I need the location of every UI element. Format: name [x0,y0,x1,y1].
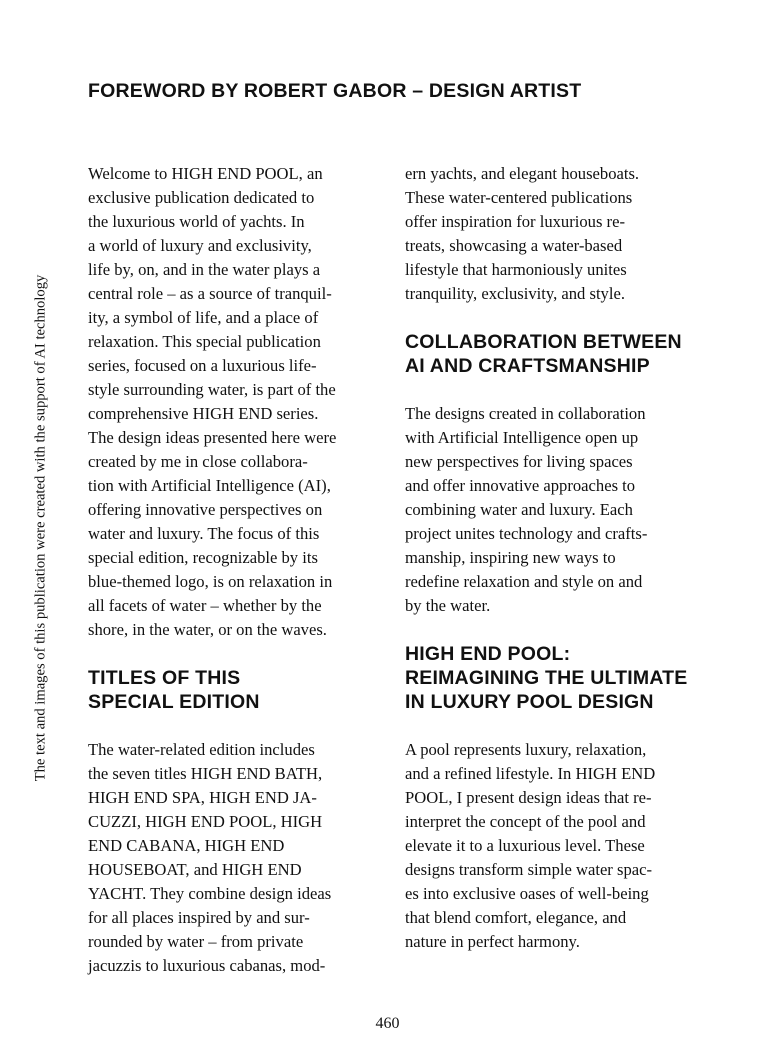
text-line: and offer innovative approaches to [405,476,636,495]
text-line: all facets of water – whether by the [88,596,322,615]
right-column [405,162,695,954]
spacer [405,306,695,330]
heading-line: SPECIAL EDITION [88,691,260,713]
text-line: for all places inspired by and sur- [88,908,310,927]
continued-paragraph [405,162,695,306]
text-line: project unites technology and crafts- [405,524,648,543]
text-line: that blend comfort, elegance, and [405,908,627,927]
heading-line: HIGH END POOL: [405,643,571,665]
text-line: redefine relaxation and style on and [405,572,643,591]
text-line: lifestyle that harmoniously unites [405,260,627,279]
text-line: ern yachts, and elegant houseboats. [405,164,640,183]
text-line: special edition, recognizable by its [88,548,318,567]
text-line: manship, inspiring new ways to [405,548,616,567]
text-line: The design ideas presented here were [88,428,337,447]
text-line: relaxation. This special publication [88,332,321,351]
heading-line: IN LUXURY POOL DESIGN [405,691,654,713]
text-line: HOUSEBOAT, and HIGH END [88,860,302,879]
text-line: comprehensive HIGH END series. [88,404,319,423]
titles-heading [88,666,378,714]
spacer [405,714,695,738]
text-line: The designs created in collaboration [405,404,646,423]
text-line: and a refined lifestyle. In HIGH END [405,764,656,783]
text-line: jacuzzis to luxurious cabanas, mod- [88,956,326,975]
heading-line: TITLES OF THIS [88,667,241,689]
spacer [88,642,378,666]
text-line: life by, on, and in the water plays a [88,260,321,279]
text-line: ity, a symbol of life, and a place of [88,308,319,327]
text-line: exclusive publication dedicated to [88,188,315,207]
text-line: The water-related edition includes [88,740,315,759]
titles-paragraph [88,738,378,978]
collab-paragraph [405,402,695,618]
text-line: a world of luxury and exclusivity, [88,236,312,255]
text-line: with Artificial Intelligence open up [405,428,639,447]
heading-line: COLLABORATION BETWEEN [405,331,682,353]
heading-line: REIMAGINING THE ULTIMATE [405,667,688,689]
text-line: CUZZI, HIGH END POOL, HIGH [88,812,323,831]
text-line: created by me in close collabora- [88,452,308,471]
text-line: END CABANA, HIGH END [88,836,285,855]
text-line: POOL, I present design ideas that re- [405,788,652,807]
text-line: offer inspiration for luxurious re- [405,212,625,231]
spacer [88,714,378,738]
text-line: new perspectives for living spaces [405,452,633,471]
text-line: water and luxury. The focus of this [88,524,320,543]
text-line: series, focused on a luxurious life- [88,356,317,375]
pool-heading [405,642,695,714]
text-line: A pool represents luxury, relaxation, [405,740,647,759]
text-line: tranquility, exclusivity, and style. [405,284,625,303]
text-line: nature in perfect harmony. [405,932,580,951]
text-line: rounded by water – from private [88,932,304,951]
text-line: YACHT. They combine design ideas [88,884,332,903]
intro-paragraph [88,162,378,642]
foreword-title: FOREWORD BY ROBERT GABOR – DESIGN ARTIST [88,80,582,102]
heading-line: AI AND CRAFTSMANSHIP [405,355,650,377]
text-line: offering innovative perspectives on [88,500,323,519]
text-line: designs transform simple water spac- [405,860,652,879]
ai-disclaimer-sidenote: The text and images of this publication were created with the support of AI technology [32,274,49,782]
text-line: combining water and luxury. Each [405,500,633,519]
text-line: style surrounding water, is part of the [88,380,336,399]
text-line: es into exclusive oases of well-being [405,884,649,903]
text-line: blue-themed logo, is on relaxation in [88,572,333,591]
text-line: These water-centered publications [405,188,633,207]
spacer [405,378,695,402]
text-line: the luxurious world of yachts. In [88,212,305,231]
text-line: interpret the concept of the pool and [405,812,646,831]
text-line: by the water. [405,596,491,615]
text-line: elevate it to a luxurious level. These [405,836,645,855]
left-column [88,162,378,978]
collab-heading [405,330,695,378]
pool-paragraph [405,738,695,954]
page-number: 460 [375,1015,400,1032]
text-line: central role – as a source of tranquil- [88,284,332,303]
text-line: Welcome to HIGH END POOL, an [88,164,323,183]
text-line: shore, in the water, or on the waves. [88,620,327,639]
text-line: treats, showcasing a water-based [405,236,623,255]
text-line: tion with Artificial Intelligence (AI), [88,476,331,495]
spacer [405,618,695,642]
text-line: HIGH END SPA, HIGH END JA- [88,788,317,807]
text-line: the seven titles HIGH END BATH, [88,764,323,783]
